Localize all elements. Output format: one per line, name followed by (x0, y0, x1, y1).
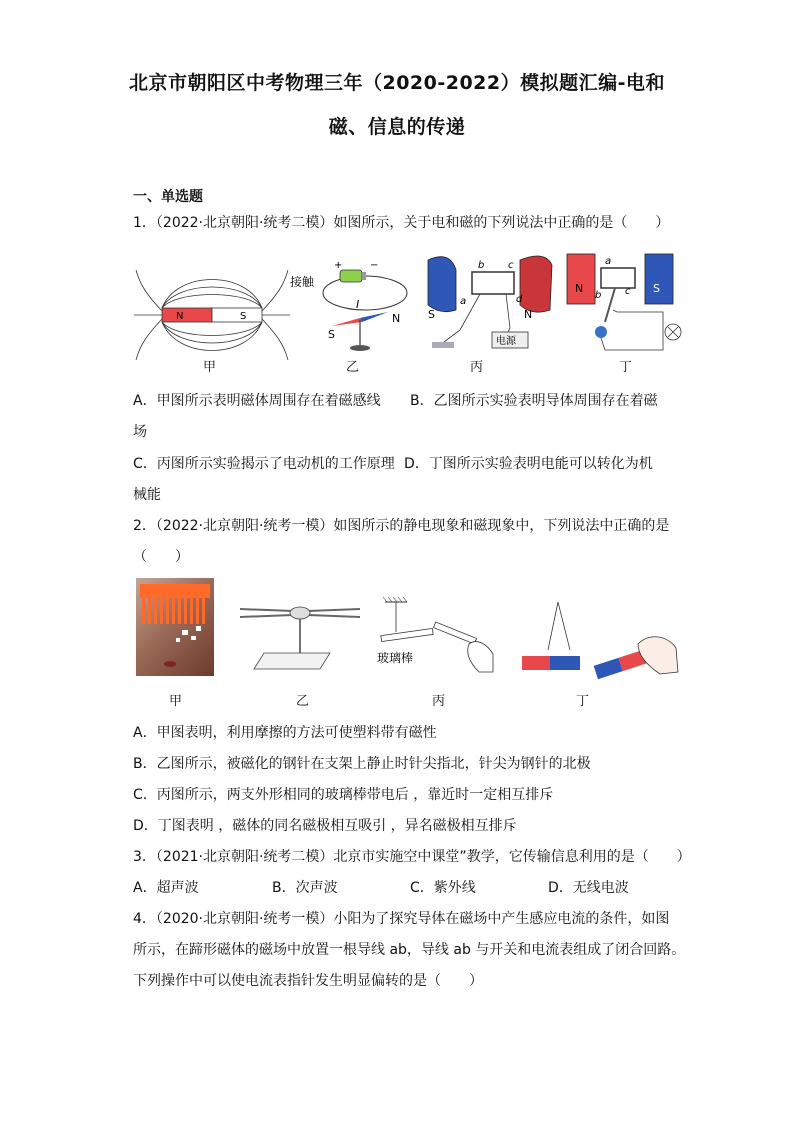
q1-figure-jia (132, 265, 292, 370)
q1-figure-bing (420, 250, 560, 360)
q1-caption-ding: 丁 (619, 360, 633, 375)
q1-stem: 1．（2022·北京朝阳·统考二模）如图所示，关于电和磁的下列说法中正确的是（ ） (133, 215, 670, 231)
q1-option-d-cont: 械能 (133, 487, 161, 503)
q1-option-d: D．丁图所示实验表明电能可以转化为机 (404, 456, 653, 472)
switch (432, 342, 454, 348)
q4-stem-line2: 所示，在蹄形磁体的磁场中放置一根导线 ab，导线 ab 与开关和电流表组成了闭合回路。 (133, 942, 686, 958)
q1-option-a: A．甲图所示表明磁体周围存在着磁感线 (133, 393, 381, 409)
label-minus: − (370, 260, 379, 271)
hand-magnet-blue (594, 658, 623, 679)
compass-needle-red (332, 318, 362, 326)
label-ding-a: a (605, 256, 612, 267)
label-N: N (176, 311, 184, 322)
label-a: a (460, 296, 467, 307)
label-bing-N: N (524, 308, 533, 321)
q1-figure-yi (290, 248, 415, 358)
label-glass-rod: 玻璃棒 (377, 651, 414, 665)
q4-stem-line3: 下列操作中可以使电流表指针发生明显偏转的是（ ） (133, 973, 483, 989)
q3-option-b: B．次声波 (272, 880, 338, 896)
magnet-s-block (645, 254, 673, 304)
label-jiechu: 接触 (290, 275, 315, 289)
label-S: S (240, 311, 247, 322)
q2-option-d: D．丁图表明 ，磁体的同名磁极相互吸引 ，异名磁极相互排斥 (133, 818, 517, 834)
horseshoe-n (520, 256, 552, 312)
hanging-magnet-blue (550, 656, 580, 670)
q2-caption-yi: 乙 (296, 694, 310, 709)
bar-magnet-n (162, 308, 212, 322)
label-d: d (516, 294, 523, 305)
label-bing-S: S (428, 308, 435, 321)
label-ding-b: b (595, 290, 602, 301)
label-ding-S: S (653, 282, 660, 295)
q1-caption-jia: 甲 (203, 360, 217, 375)
q2-caption-ding: 丁 (576, 694, 590, 709)
label-yi-N: N (392, 312, 401, 325)
q3-stem: 3．（2021·北京朝阳·统考二模）北京市实施空中课堂”教学，它传输信息利用的是（ ） (133, 849, 691, 865)
q3-option-d: D．无线电波 (548, 880, 629, 896)
label-c: c (508, 260, 514, 271)
q2-option-a: A．甲图表明，利用摩擦的方法可使塑料带有磁性 (133, 725, 437, 741)
hanging-magnet-red (522, 656, 550, 670)
q2-stem-paren: （ ） (133, 549, 189, 565)
q3-option-a: A．超声波 (133, 880, 199, 896)
label-yi-S: S (328, 328, 335, 341)
doc-title-line1: 北京市朝阳区中考物理三年（2020-2022）模拟题汇编-电和 (128, 72, 666, 94)
q1-option-b-cont: 场 (133, 424, 147, 440)
q4-stem-line1: 4．（2020·北京朝阳·统考一模）小阳为了探究导体在磁场中产生感应电流的条件，如图 (133, 911, 670, 927)
q2-figure-bing (375, 592, 500, 677)
q2-caption-bing: 丙 (432, 694, 446, 709)
bar-magnet-s (212, 308, 262, 322)
q2-option-c: C．丙图所示，两支外形相同的玻璃棒带电后 ，靠近时一定相互排斥 (133, 787, 554, 803)
q1-option-b: B．乙图所示实验表明导体周围存在着磁 (410, 393, 658, 409)
q2-figure-jia-photo (136, 578, 214, 676)
label-plus: + (334, 260, 343, 271)
q1-figure-ding (565, 250, 690, 360)
q1-option-c: C．丙图所示实验揭示了电动机的工作原理 (133, 456, 395, 472)
label-dianyuan: 电源 (496, 336, 516, 347)
q2-figure-ding (520, 600, 680, 680)
compass-needle-blue (360, 312, 388, 322)
q2-option-b: B．乙图所示，被磁化的钢针在支架上静止时针尖指北，针尖为钢针的北极 (133, 756, 591, 772)
horseshoe-s (428, 257, 456, 312)
label-ding-N: N (575, 282, 584, 295)
section-heading: 一、单选题 (133, 189, 203, 205)
q2-caption-jia: 甲 (169, 694, 183, 709)
magnet-n-block (567, 254, 595, 304)
label-b: b (478, 260, 485, 271)
label-ding-c: c (625, 286, 631, 297)
q2-figure-yi (238, 595, 363, 675)
label-I: I (356, 298, 360, 311)
q1-caption-yi: 乙 (346, 360, 360, 375)
q3-option-c: C．紫外线 (410, 880, 476, 896)
q1-caption-bing: 丙 (470, 360, 484, 375)
q2-stem: 2．（2022·北京朝阳·统考一模）如图所示的静电现象和磁现象中，下列说法中正确的是 (133, 518, 670, 534)
doc-title-line2: 磁、信息的传递 (328, 116, 466, 138)
battery (340, 270, 362, 282)
